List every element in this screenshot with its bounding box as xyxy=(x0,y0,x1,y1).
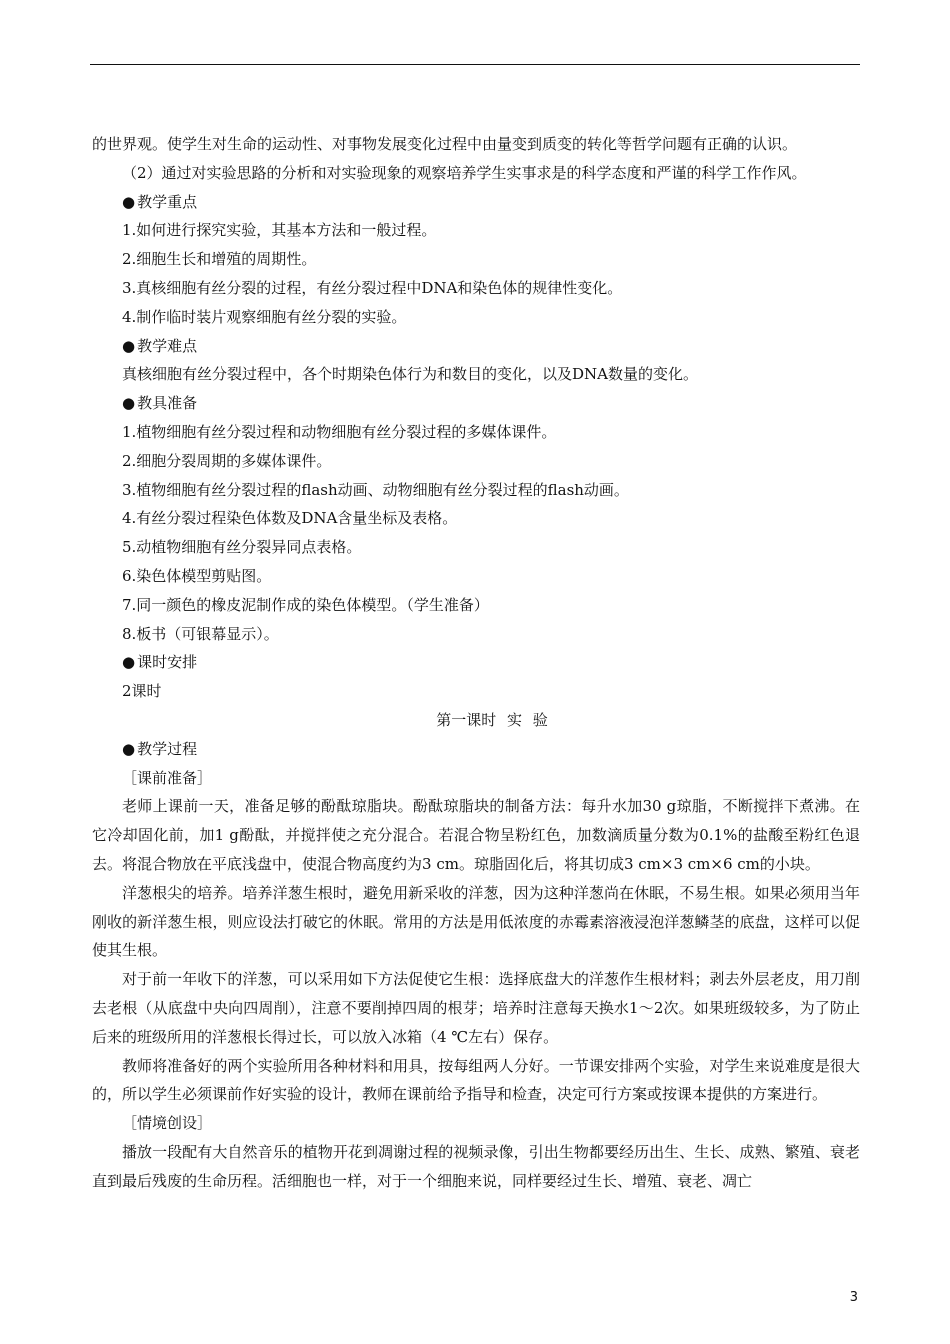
subsection-label: ［情境创设］ xyxy=(122,1114,213,1133)
text-line: 的世界观。使学生对生命的运动性、对事物发展变化过程中由量变到质变的转化等哲学问题有正确的认识。 xyxy=(92,135,798,153)
header-rule xyxy=(90,64,860,65)
section-heading: ● 课时安排 xyxy=(122,653,198,672)
list-item: 2.细胞生长和增殖的周期性。 xyxy=(122,250,317,269)
paragraph: 播放一段配有大自然音乐的植物开花到凋谢过程的视频录像，引出生物都要经历出生、生长、成熟、繁殖、衰老直到最后残废的生命历程。活细胞也一样，对于一个细胞来说，同样要经过生长、增殖、衰老、凋亡 xyxy=(92,1142,860,1190)
paragraph: 教师将准备好的两个实验所用各种材料和用具，按每组两人分好。一节课安排两个实验，对学生来说难度是很大的，所以学生必须课前作好实验的设计，教师在课前给予指导和检查，决定可行方案或按课本提供的方案进行。 xyxy=(92,1056,860,1104)
list-item: 3.真核细胞有丝分裂的过程，有丝分裂过程中DNA和染色体的规律性变化。 xyxy=(122,278,623,297)
section-heading: ● 教学难点 xyxy=(122,336,198,355)
paragraph: 老师上课前一天，准备足够的酚酞琼脂块。酚酞琼脂块的制备方法：每升水加30 g琼脂，不断搅拌下煮沸。在它冷却固化前，加1 g酚酞，并搅拌使之充分混合。若混合物呈粉红色，加数滴质量分数为0.1%的盐酸至粉红色退去。将混合物放在平底浅盘中，使混合物高度约为3 cm。琼脂固化后，将其切成3 cm×3 cm×6 cm的小块。 xyxy=(92,797,860,873)
subsection-label: ［课前准备］ xyxy=(122,768,213,787)
section-heading: ● 教具准备 xyxy=(122,394,198,413)
list-item: 8.板书（可银幕显示）。 xyxy=(122,624,279,643)
section-title: 第一课时 实 验 xyxy=(436,710,548,729)
list-item: 7.同一颜色的橡皮泥制作成的染色体模型。（学生准备） xyxy=(122,595,489,614)
list-item: 2.细胞分裂周期的多媒体课件。 xyxy=(122,451,332,470)
list-item: 4.制作临时装片观察细胞有丝分裂的实验。 xyxy=(122,307,407,326)
bullet-icon: ● xyxy=(122,739,136,758)
list-item: 5.动植物细胞有丝分裂异同点表格。 xyxy=(122,538,362,557)
list-item: 4.有丝分裂过程染色体数及DNA含量坐标及表格。 xyxy=(122,509,458,528)
page-content xyxy=(92,130,860,1195)
section-heading: ● 教学重点 xyxy=(122,192,198,211)
list-item: 3.植物细胞有丝分裂过程的flash动画、动物细胞有丝分裂过程的flash动画。 xyxy=(122,480,629,499)
page-number: 3 xyxy=(849,1290,858,1305)
section-heading: ● 教学过程 xyxy=(122,739,198,758)
paragraph: 对于前一年收下的洋葱，可以采用如下方法促使它生根：选择底盘大的洋葱作生根材料；剥去外层老皮，用刀削去老根（从底盘中央向四周削），注意不要削掉四周的根芽；培养时注意每天换水1～2次。如果班级较多，为了防止后来的班级所用的洋葱根长得过长，可以放入冰箱（4 ℃左右）保存。 xyxy=(92,970,860,1046)
list-item: 1.如何进行探究实验，其基本方法和一般过程。 xyxy=(122,221,437,240)
text-line: 真核细胞有丝分裂过程中，各个时期染色体行为和数目的变化，以及DNA数量的变化。 xyxy=(122,365,698,384)
list-item: 1.植物细胞有丝分裂过程和动物细胞有丝分裂过程的多媒体课件。 xyxy=(122,422,557,441)
paragraph: 洋葱根尖的培养。培养洋葱生根时，避免用新采收的洋葱，因为这种洋葱尚在休眠，不易生根。如果必须用当年刚收的新洋葱生根，则应设法打破它的休眠。常用的方法是用低浓度的赤霉素溶液浸泡洋葱鳞茎的底盘，这样可以促使其生根。 xyxy=(92,883,860,960)
bullet-icon: ● xyxy=(122,394,136,413)
list-item: 6.染色体模型剪贴图。 xyxy=(122,566,272,585)
text-line: （2）通过对实验思路的分析和对实验现象的观察培养学生实事求是的科学态度和严谨的科学工作作风。 xyxy=(122,163,807,182)
bullet-icon: ● xyxy=(122,336,136,355)
bullet-icon: ● xyxy=(122,653,136,672)
text-line: 2课时 xyxy=(122,682,162,701)
bullet-icon: ● xyxy=(122,192,136,211)
